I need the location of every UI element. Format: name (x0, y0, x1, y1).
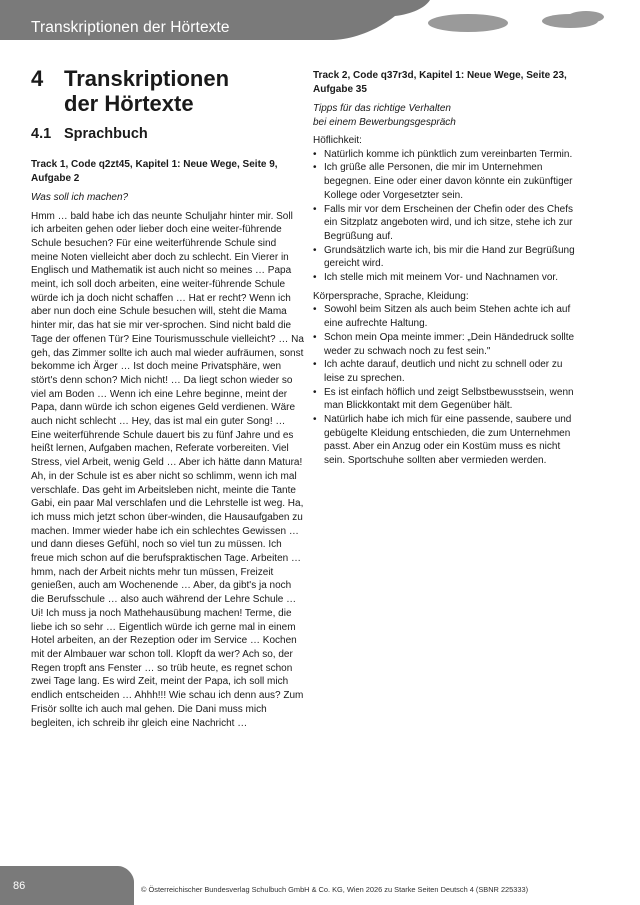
list-item: • Es ist einfach höflich und zeigt Selbstbewusstsein, wenn man Blickkontakt mit dem Gegenüber hält. (313, 386, 575, 413)
list-item: • Falls mir vor dem Erscheinen der Chefin oder des Chefs ein Sitzplatz angeboten wird, und ich sitze, stehe ich zur Begrüßung auf. (313, 203, 575, 244)
track1-heading: Track 1, Code q2zt45, Kapitel 1: Neue Wege, Seite 9, Aufgabe 2 (31, 159, 278, 184)
track2-subtitle (313, 102, 575, 129)
list-item: • Schon mein Opa meinte immer: „Dein Händedruck sollte weder zu schwach noch zu fest sein." (313, 331, 575, 358)
list-item: • Grundsätzlich warte ich, bis mir die Hand zur Begrüßung gereicht wird. (313, 244, 575, 271)
cloud-decoration-1 (428, 14, 508, 32)
list-item: • Natürlich habe ich mich für eine passende, saubere und gebügelte Kleidung entschieden, die zum Unternehmen passt. Aber ein Anzug oder ein Kostüm muss es nicht sein. Sportschuhe sollten aber vermieden werden. (313, 413, 575, 468)
chapter-heading (31, 66, 306, 116)
body-language-label: Körpersprache, Sprache, Kleidung: (313, 290, 469, 302)
chapter-title-line2: der Hörtexte (64, 91, 194, 116)
body-language-list (313, 303, 575, 467)
track2-subtitle-line1: Tipps für das richtige Verhalten (313, 103, 451, 114)
list-item: • Natürlich komme ich pünktlich zum vereinbarten Termin. (313, 148, 575, 162)
politeness-list (313, 148, 575, 285)
running-header-title: Transkriptionen der Hörtexte (31, 19, 230, 36)
chapter-number: 4 (31, 66, 44, 91)
right-column (313, 69, 575, 468)
section-title: Sprachbuch (64, 126, 148, 142)
list-item: • Ich grüße alle Personen, die mir im Unternehmen begegnen. Eine oder einer davon könnte ein zukünftiger Kollege oder Vorgesetzter sein. (313, 161, 575, 202)
section-number: 4.1 (31, 126, 52, 142)
section-heading (31, 126, 306, 142)
list-item: • Sowohl beim Sitzen als auch beim Stehen achte ich auf eine aufrechte Haltung. (313, 303, 575, 330)
track2-heading: Track 2, Code q37r3d, Kapitel 1: Neue Wege, Seite 23, Aufgabe 35 (313, 70, 567, 95)
track2-subtitle-line2: bei einem Bewerbungsgespräch (313, 116, 456, 128)
page-number: 86 (13, 880, 26, 892)
track1-subtitle: Was soll ich machen? (31, 192, 129, 203)
copyright-notice: © Österreichischer Bundesverlag Schulbuch GmbH & Co. KG, Wien 2026 zu Starke Seiten Deutsch 4 (SBNR 225333) (141, 885, 529, 894)
left-column (31, 66, 306, 730)
list-item: • Ich stelle mich mit meinem Vor- und Nachnamen vor. (313, 271, 575, 285)
politeness-label: Höflichkeit: (313, 135, 362, 146)
track1-transcript: Hmm … bald habe ich das neunte Schuljahr hinter mir. Soll ich arbeiten gehen oder lieber doch eine weiter-führende Schule besuchen? Für eine weiterführende Schule sind meine Noten vielleicht aber doch zu schlecht. Ein Vierer in Englisch und Mathematik ist auch nicht so meines … Papa meint, ich soll doch arbeiten, eine weiter-führende Schule würde ich ja doch nicht schaffen … Hat er recht? Wenn ich aber nun doch eine Schule besuchen will, steht die Mama hinter mir, das hat sie mir ver-sprochen. Sind nicht bald die Tage der offenen Tür? Eine Tourismusschule vielleicht? … Na geh, das Zimmer sollte ich auch mal wieder aufräumen, sonst bekomme ich Ärger … Ist doch meine Privatsphäre, wen stört's denn schon? Mich nicht! … Da liegt schon wieder so viel am Boden … Wenn ich eine Lehre beginne, meint der Papa, dann würde ich schon eigenes Geld verdienen. Wäre auch nicht schlecht … Hey, das ist mal ein guter Song! … Eine weiterführende Schule dauert bis zu fünf Jahre und es heißt lernen, Aufgaben machen, Referate vorbereiten. Viel Stress, viel Arbeit, wenig Geld … Aber ich hätte dann Matura! Ah, in der Schule ist es aber nicht so schlimm, wenn ich mal verschlafe. Das geht im Arbeitsleben nicht, meinte die Tante Gabi, ein paar Mal verschlafen und die Lehrstelle ist weg. Ha, ich muss mich jetzt schon über-winden, die Hausaufgaben zu machen. Immer wieder habe ich ein schlechtes Gewissen … und dann dieses Gefühl, noch so viel tun zu müssen. Ich freue mich schon auf die berufspraktischen Tage. Arbeiten … hmm, nach der Arbeit nichts mehr tun müssen, Freizeit genießen, auch am Wochenende … Aber, da gibt's ja noch die Berufsschule … also auch während der Lehre Schule … Ui! Ich muss ja noch Mathehausübung machen! Terme, die liebe ich so sehr … Eigentlich würde ich gerne mal in einem Hotel arbeiten, an der Rezeption oder im Service … Kochen mit der Almbauer war schon toll. Klopft da wer? Ach so, der Regen tropft ans Fenster … so trüb heute, es regnet schon zwei Tage lang. Es wird Zeit, meint der Papa, ich soll mich endlich entscheiden … Ahhh!!! Wie schau ich denn aus? Zum Frisör sollte ich auch mal gehen. Die Dani muss mich begleiten, ich schreib ihr gleich eine Nachricht … (31, 210, 304, 729)
list-item: • Ich achte darauf, deutlich und nicht zu schnell oder zu leise zu sprechen. (313, 358, 575, 385)
chapter-title-line1: Transkriptionen (64, 66, 230, 91)
chapter-title (64, 66, 229, 116)
